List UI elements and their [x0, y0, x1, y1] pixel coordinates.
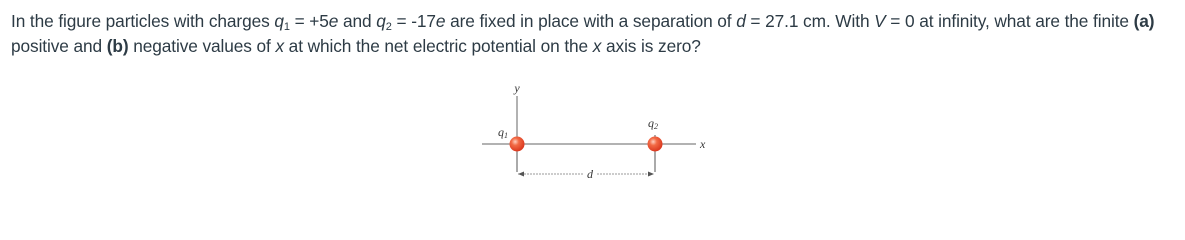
part-b-label: (b) [106, 36, 129, 56]
question-fragment: negative values of [128, 36, 276, 56]
question-fragment: positive and [11, 36, 107, 56]
question-fragment: = 0 at infinity, what are the finite [885, 11, 1134, 31]
q2-label: q2 [648, 116, 658, 131]
q2-particle [648, 137, 663, 152]
x-symbol: x [592, 36, 602, 56]
q2-symbol: q [376, 11, 386, 31]
question-fragment: axis is zero? [601, 36, 701, 56]
charge-figure [470, 80, 730, 190]
q1-label: q1 [498, 125, 508, 140]
y-axis-label: y [514, 81, 520, 95]
question-fragment: are fixed in place with a separation of [445, 11, 737, 31]
d-arrow-right [648, 172, 654, 177]
question-fragment: = +5 [289, 11, 329, 31]
figure-svg [470, 80, 730, 190]
q1-subscript: 1 [283, 21, 290, 33]
question-fragment: In the figure particles with charges [11, 11, 275, 31]
question-fragment: = 27.1 cm. With [745, 11, 875, 31]
question-fragment: and [338, 11, 377, 31]
part-a-label: (a) [1133, 11, 1155, 31]
d-symbol: d [736, 11, 746, 31]
d-arrow-left [518, 172, 524, 177]
v-symbol: V [874, 11, 886, 31]
d-label: d [587, 167, 593, 181]
q2-subscript: 2 [385, 21, 392, 33]
x-symbol: x [275, 36, 284, 56]
question-fragment: = -17 [391, 11, 436, 31]
q1-symbol: q [274, 11, 284, 31]
e-symbol: e [328, 11, 339, 31]
question-fragment: at which the net electric potential on the [283, 36, 593, 56]
e-symbol: e [435, 11, 446, 31]
x-axis-label: x [700, 137, 706, 151]
question-text [11, 9, 1179, 59]
q1-particle [510, 137, 525, 152]
